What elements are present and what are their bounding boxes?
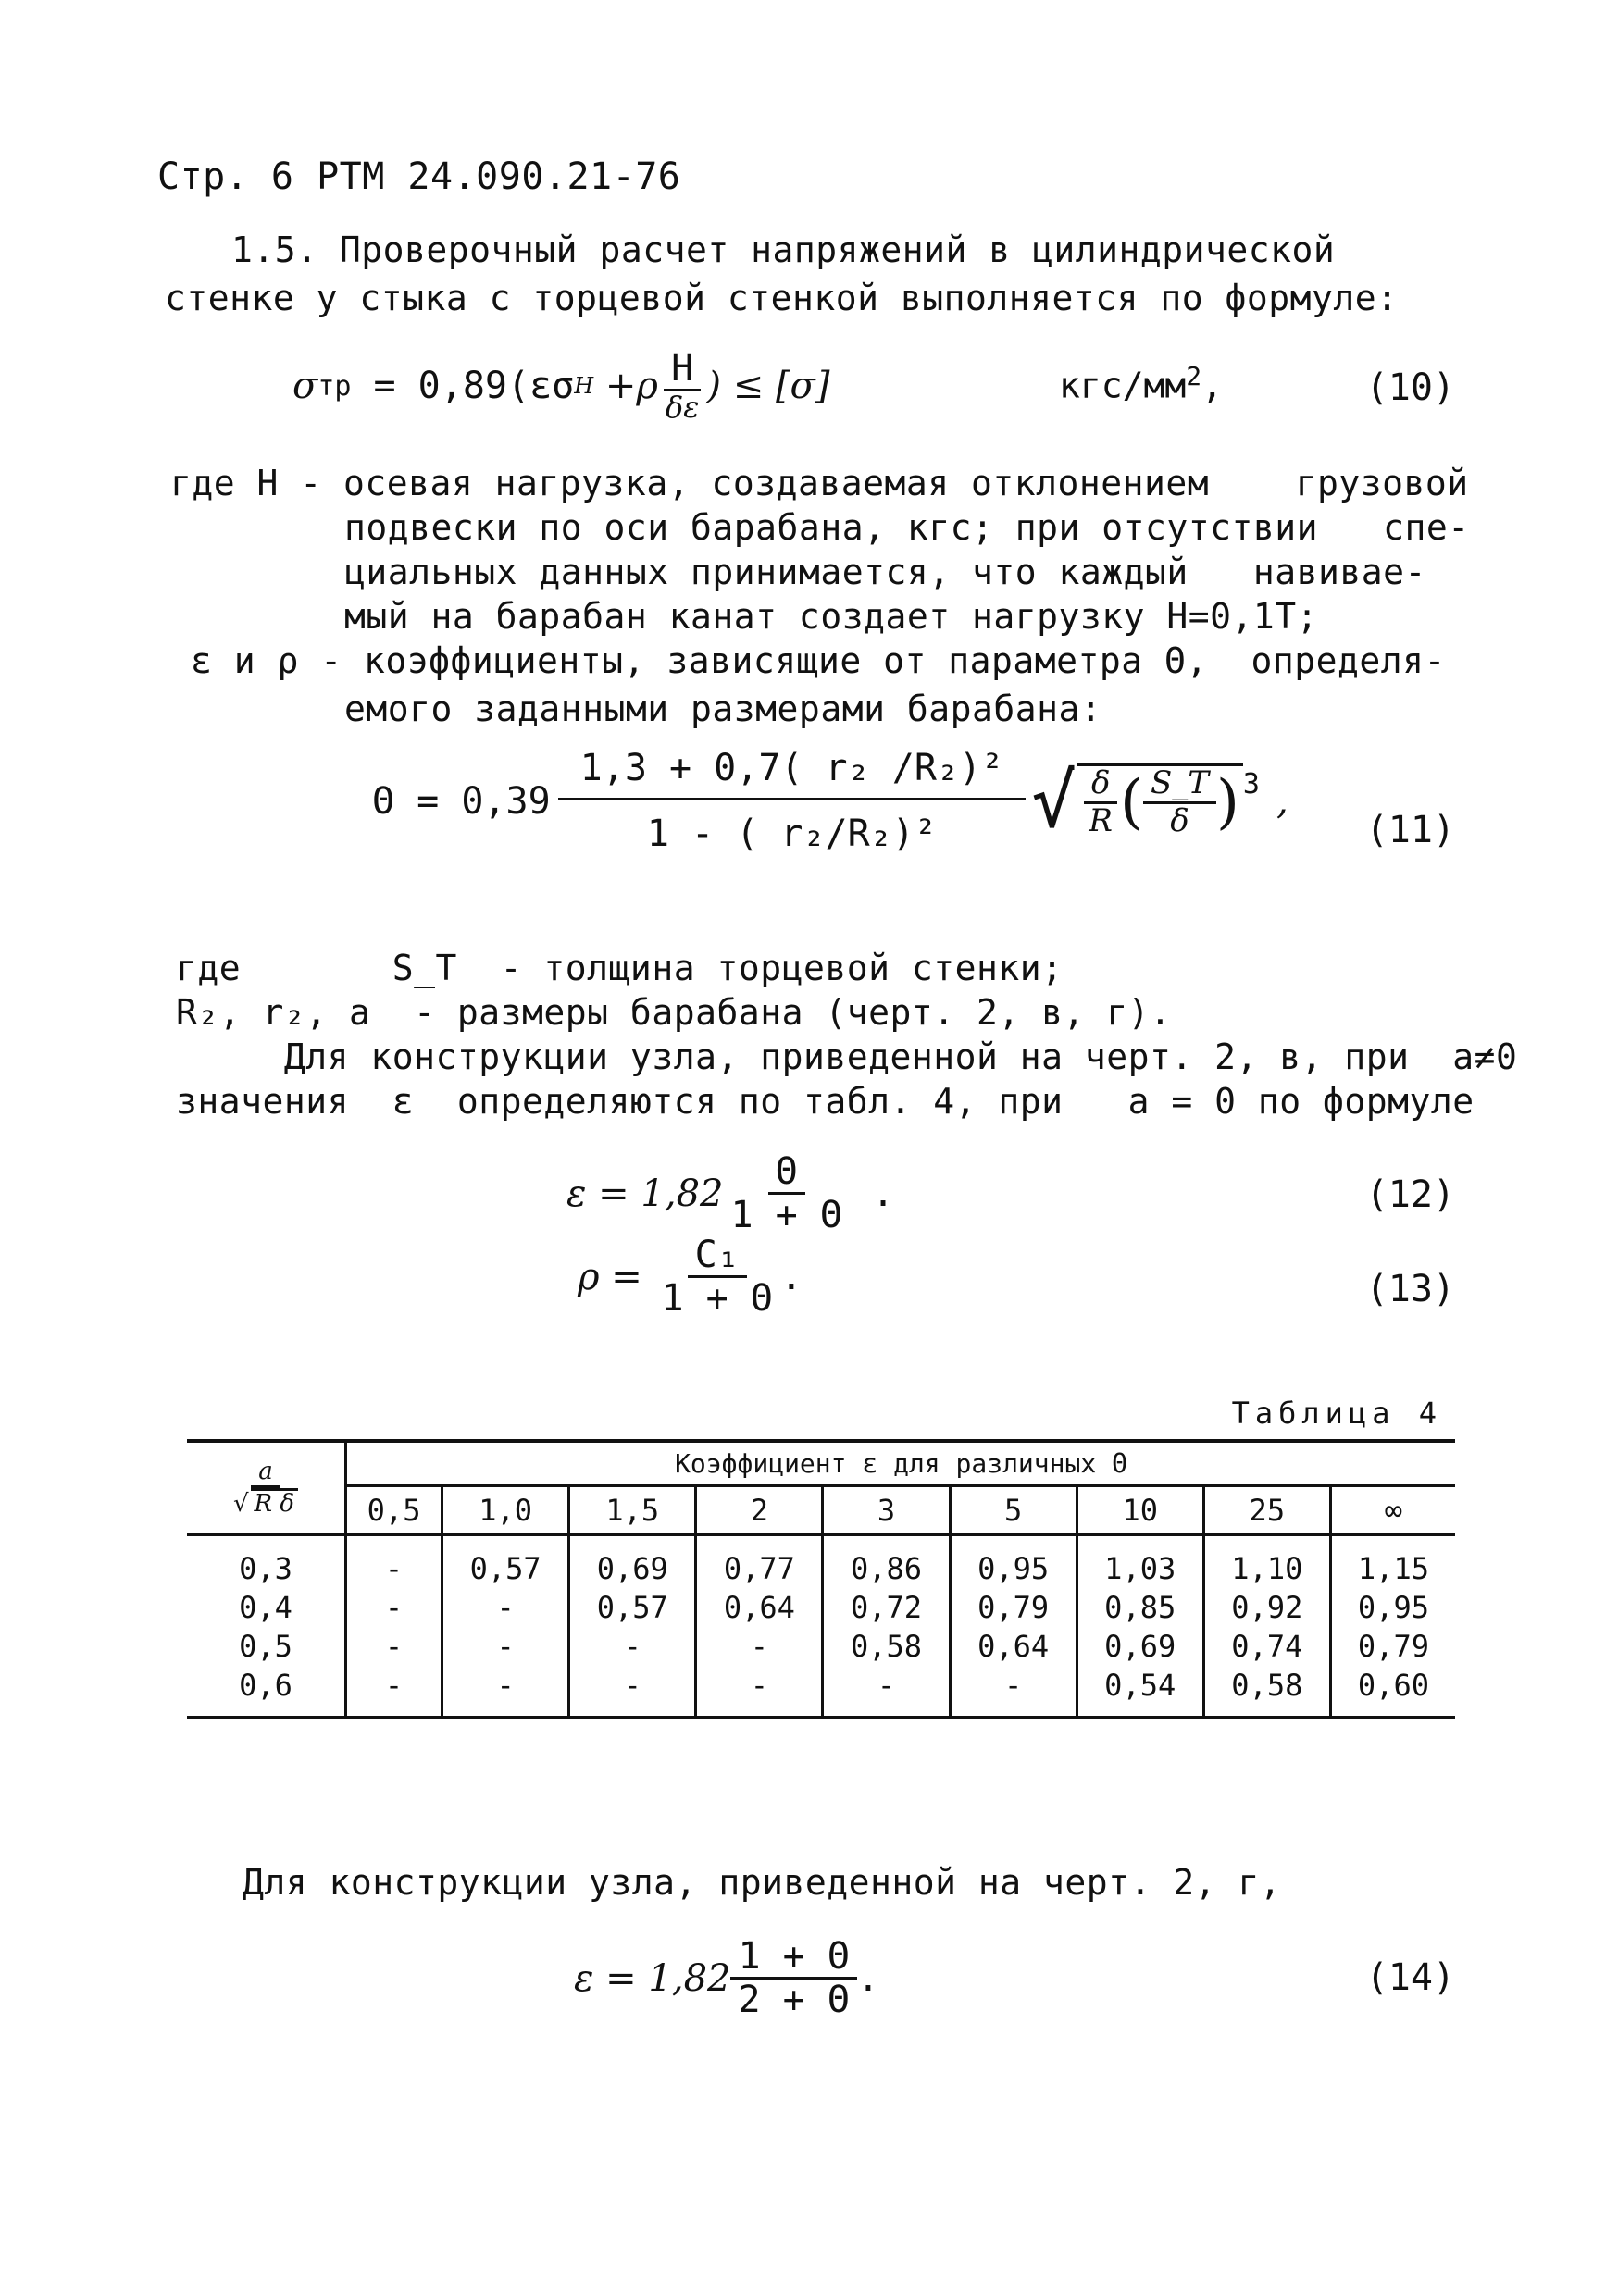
table-cell: 0,77 — [696, 1535, 823, 1589]
eq14-lhs: ε = 1,82 — [574, 1956, 731, 2000]
table-column-header: ∞ — [1330, 1486, 1455, 1535]
table-row-label: 0,3 — [239, 1551, 292, 1586]
where2-line1: где S_T - толщина торцевой стенки; — [176, 948, 1064, 988]
table-cell: 0,85 — [1077, 1588, 1203, 1627]
table-column-header: 3 — [823, 1486, 950, 1535]
table-rowhead — [187, 1441, 346, 1535]
table-cell: 0,79 — [950, 1588, 1077, 1627]
table-row-label: 0,6 — [239, 1668, 292, 1703]
eq14-num: 1 + Θ — [730, 1936, 856, 1980]
eq13-tail: . — [779, 1255, 803, 1298]
table-cell: 0,64 — [696, 1588, 823, 1627]
table-cell: - — [950, 1666, 1077, 1718]
equation-11 — [372, 748, 1288, 854]
table-cell: 0,57 — [442, 1535, 569, 1589]
where1-line1: где H - осевая нагрузка, создаваемая отклонением грузовой — [170, 463, 1469, 503]
eq11-root-num: δ — [1084, 766, 1117, 803]
page-header: Стр. 6 РТМ 24.090.21-76 — [157, 155, 681, 198]
eq14-den: 2 + Θ — [738, 1979, 850, 2021]
table-caption: Таблица 4 — [1231, 1396, 1442, 1431]
sqrt-icon: √ — [1031, 758, 1077, 844]
table-cell: - — [442, 1627, 569, 1666]
eq12-fraction — [723, 1151, 849, 1235]
eq13-lhs: ρ = — [578, 1255, 654, 1298]
table-cell: - — [346, 1627, 442, 1666]
after-table-text: Для конструкции узла, приведенной на черт. 2, г, — [243, 1862, 1282, 1903]
eq10-lhs: σ — [292, 365, 318, 408]
rowhead-fraction — [226, 1458, 305, 1517]
eq14-fraction — [730, 1936, 856, 2020]
table-row-label: 0,5 — [239, 1629, 292, 1664]
table-cell: - — [569, 1666, 696, 1718]
table-column-header: 1,0 — [442, 1486, 569, 1535]
eq10-units-sup: 2 — [1186, 361, 1202, 391]
equation-12 — [566, 1151, 894, 1235]
eq12-tail: . — [849, 1172, 895, 1215]
table-cell: 0,86 — [823, 1535, 950, 1589]
eq14-number: (14) — [1365, 1956, 1455, 1999]
eq11-radicand: $\frac{\delta}{R}$ ( $\frac{S\_T}{\delta}$ ) — [1077, 763, 1243, 838]
table-row — [187, 1535, 1455, 1589]
eq10-fraction — [658, 348, 706, 424]
eq11-paren-frac — [1143, 766, 1216, 838]
table-4 — [187, 1439, 1455, 1719]
eq13-number: (13) — [1365, 1268, 1455, 1310]
table-cell: 0,58 — [1203, 1666, 1330, 1718]
where1-line2: подвески по оси барабана, кгс; при отсутствии спе- — [344, 507, 1470, 548]
equation-13 — [578, 1235, 803, 1319]
rowhead-den-text: R δ — [251, 1488, 299, 1518]
table-row — [187, 1588, 1455, 1627]
eq11-den: 1 - ( r₂/R₂)² — [646, 813, 937, 855]
section-number: 1.5. — [231, 230, 318, 270]
table-column-header: 2 — [696, 1486, 823, 1535]
table-cell: - — [569, 1627, 696, 1666]
table-cell: 1,03 — [1077, 1535, 1203, 1589]
where1-line4: мый на барабан канат создает нагрузку H=0,1T; — [344, 596, 1319, 637]
where1-line5: ε и ρ - коэффициенты, зависящие от параметра Θ, определя- — [191, 640, 1446, 681]
rowhead-den: √ R δ — [226, 1488, 305, 1518]
table-cell: 0,69 — [569, 1535, 696, 1589]
eq10-number: (10) — [1365, 366, 1455, 409]
table-cell: - — [696, 1627, 823, 1666]
eq11-fraction — [558, 748, 1027, 854]
table-body — [187, 1535, 1455, 1719]
table-cell: 0,69 — [1077, 1627, 1203, 1666]
where2-line3: Для конструкции узла, приведенной на черт. 2, в, при a≠0 — [176, 1036, 1518, 1077]
table-row — [187, 1666, 1455, 1718]
eq12-number: (12) — [1365, 1173, 1455, 1216]
table-cell: - — [696, 1666, 823, 1718]
eq11-comma: , — [1276, 779, 1288, 823]
table-cell: 0,92 — [1203, 1588, 1330, 1627]
table-column-header: 1,5 — [569, 1486, 696, 1535]
table-cell: - — [442, 1666, 569, 1718]
eq10-units-comma: , — [1201, 365, 1224, 406]
table-cell: 0,58 — [823, 1627, 950, 1666]
table-cell: 0,95 — [950, 1535, 1077, 1589]
eq10-frac-den: δε — [665, 390, 700, 425]
table-cell: 0,64 — [950, 1627, 1077, 1666]
eq10-lhs-sub: тр — [317, 369, 352, 403]
table-cell: - — [442, 1588, 569, 1627]
table-cell: - — [346, 1588, 442, 1627]
table-cell: 0,72 — [823, 1588, 950, 1627]
table-column-header: 10 — [1077, 1486, 1203, 1535]
equation-10 — [292, 348, 829, 424]
eq12-num: Θ — [768, 1151, 805, 1195]
table-cell: 0,57 — [569, 1588, 696, 1627]
where2-line2: R₂, r₂, a - размеры барабана (черт. 2, в, г). — [176, 992, 1172, 1033]
table-cell: - — [346, 1535, 442, 1589]
table-row-label: 0,4 — [239, 1590, 292, 1625]
eq11-root-den: R — [1089, 801, 1113, 839]
eq10-units — [1059, 361, 1223, 406]
eq11-root-frac — [1081, 766, 1120, 838]
table-cell: 1,10 — [1203, 1535, 1330, 1589]
where1-line3: циальных данных принимается, что каждый навивае- — [344, 552, 1426, 592]
eq13-fraction — [653, 1235, 779, 1319]
table-cell: 1,15 — [1330, 1535, 1455, 1589]
table-cell: 0,95 — [1330, 1588, 1455, 1627]
section-intro-line1 — [231, 230, 1335, 270]
table-cell: 0,74 — [1203, 1627, 1330, 1666]
table-cell: 0,79 — [1330, 1627, 1455, 1666]
eq11-num: 1,3 + 0,7( r₂ /R₂)² — [558, 748, 1027, 800]
eq11-number: (11) — [1365, 809, 1455, 851]
equation-14 — [574, 1936, 879, 2020]
table-column-header: 0,5 — [346, 1486, 442, 1535]
eq10-units-text: кгс/мм — [1059, 365, 1187, 406]
eq11-power: 3 — [1242, 768, 1260, 800]
eq11-paren-den: δ — [1170, 801, 1189, 839]
table-column-header: 25 — [1203, 1486, 1330, 1535]
eq12-lhs: ε = 1,82 — [566, 1172, 724, 1215]
table-cell: 0,60 — [1330, 1666, 1455, 1718]
table-group-header: Коэффициент ε для различных Θ — [346, 1441, 1456, 1486]
table-cell: - — [823, 1666, 950, 1718]
rowhead-num: a — [251, 1458, 280, 1488]
table-cell: - — [346, 1666, 442, 1718]
eq10-sigma-sub: H — [574, 373, 594, 400]
eq10-frac-num: H — [664, 348, 701, 391]
eq14-tail: . — [856, 1956, 879, 2000]
eq10-body: = 0,89(εσ — [351, 365, 575, 408]
section-intro-line2: стенке у стыка с торцевой стенкой выполняется по формуле: — [165, 278, 1399, 318]
eq13-num: C₁ — [688, 1235, 747, 1278]
eq11-paren-num: S_T — [1143, 766, 1216, 803]
table-column-header-row — [187, 1486, 1455, 1535]
eq13-den: 1 + Θ — [661, 1277, 773, 1320]
table-column-header: 5 — [950, 1486, 1077, 1535]
where2-line4: значения ε определяются по табл. 4, при a = 0 по формуле — [176, 1081, 1475, 1122]
table-row — [187, 1627, 1455, 1666]
eq10-plus-rho: +ρ — [593, 365, 658, 408]
eq10-tail: ) ≤ [σ] — [706, 365, 830, 408]
eq11-lhs: Θ = 0,39 — [372, 779, 551, 823]
where1-line6: емого заданными размерами барабана: — [344, 689, 1102, 729]
section-intro-text: Проверочный расчет напряжений в цилиндрической — [339, 230, 1336, 270]
eq12-den: 1 + Θ — [730, 1194, 842, 1236]
table-cell: 0,54 — [1077, 1666, 1203, 1718]
